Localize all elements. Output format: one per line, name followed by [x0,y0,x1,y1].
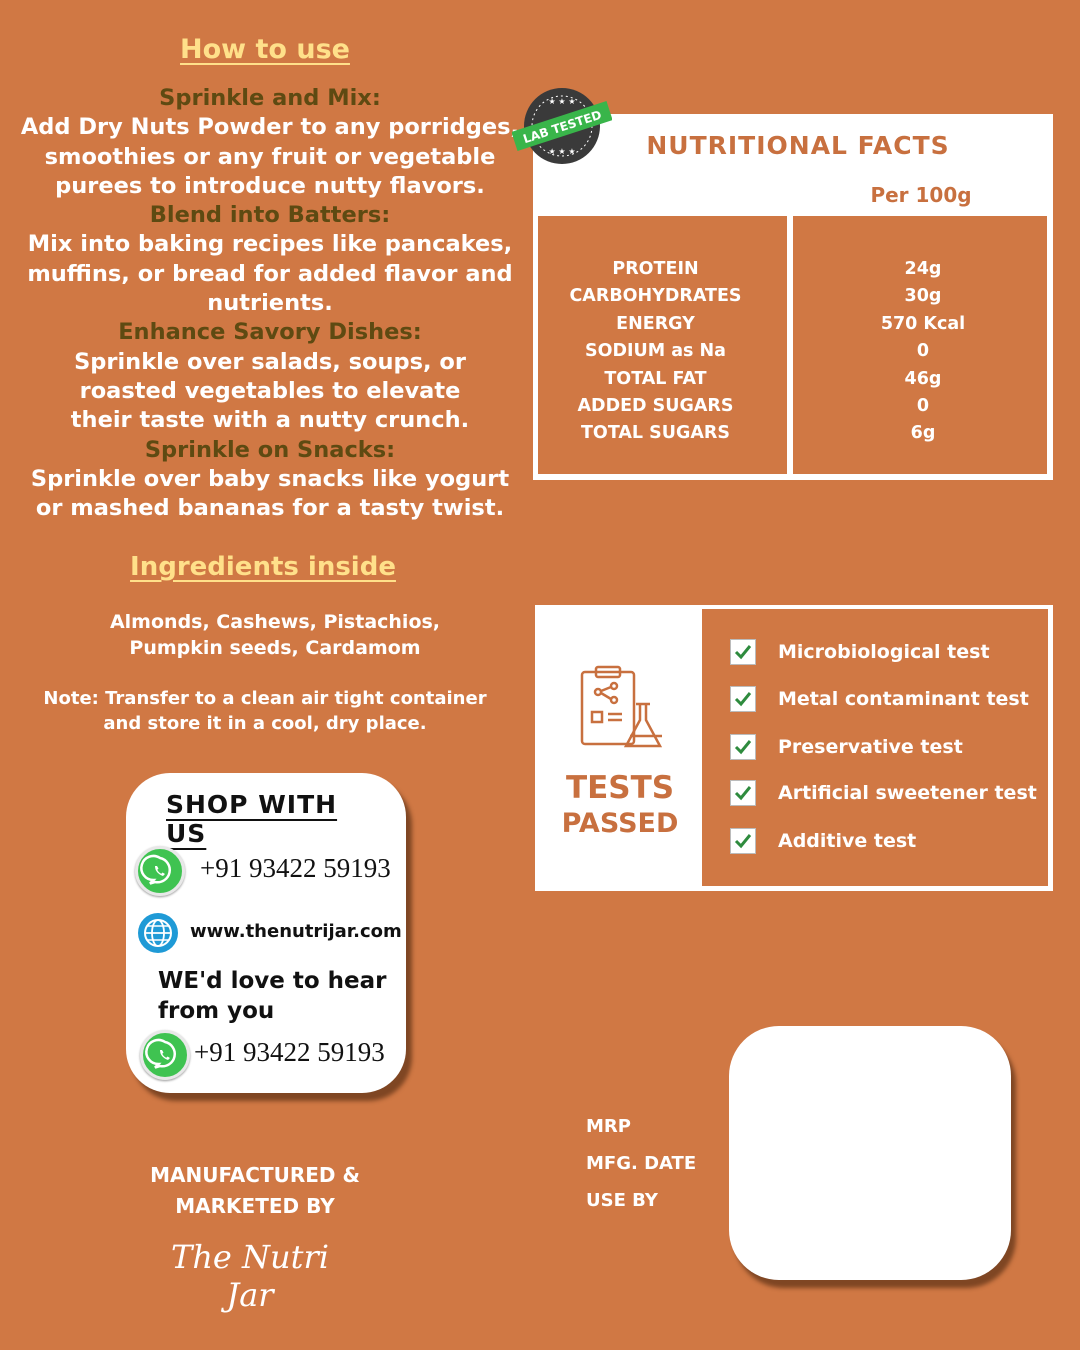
test-item [730,732,963,762]
mrp-label: MRP [586,1116,631,1137]
nutrient-value: 570 Kcal [880,313,966,334]
feedback-line: WE'd love to hear [158,968,387,994]
how-to-use-instructions [20,84,520,523]
section-heading: Sprinkle on Snacks: [144,436,396,463]
instruction-line: muffins, or bread for added flavor and [27,260,513,287]
test-item [730,826,916,856]
tests-passed-title [540,770,700,842]
test-label: Additive test [778,830,917,852]
feedback-phone[interactable]: +91 93422 59193 [194,1037,385,1067]
storage-note [20,686,510,736]
note-line: and store it in a cool, dry place. [103,713,427,734]
section-heading: Enhance Savory Dishes: [118,319,422,346]
globe-icon[interactable] [138,913,178,953]
tests-title-line: TESTS [565,770,675,806]
brand-logo: The Nutri Jar [170,1238,330,1314]
shop-title: SHOP WITH US [166,790,338,848]
instruction-line: their taste with a nutty crunch. [70,407,470,434]
test-label: Metal contaminant test [778,688,1029,710]
instruction-line: Sprinkle over baby snacks like yogurt [30,465,510,492]
nutrient-label: TOTAL FAT [604,368,707,389]
svg-text:★ ★ ★: ★ ★ ★ [548,97,576,106]
instruction-line: Mix into baking recipes like pancakes, [27,231,513,258]
test-label: Microbiological test [778,641,990,663]
instruction-line: nutrients. [207,290,333,317]
nutrient-value: 6g [910,423,936,444]
check-icon [730,686,756,712]
check-icon [730,780,756,806]
instruction-line: Sprinkle over salads, soups, or [74,348,466,375]
test-item [730,684,1029,714]
nutrient-value: 46g [904,368,942,389]
ingredients-line: Pumpkin seeds, Cardamom [129,637,421,659]
nutrient-value: 30g [904,286,942,307]
instruction-line: roasted vegetables to elevate [79,377,461,404]
nutrient-label: CARBOHYDRATES [569,286,742,307]
feedback-text [158,966,398,1026]
instruction-line: or mashed bananas for a tasty twist. [35,495,505,522]
manufactured-by [130,1160,380,1222]
ingredients-line: Almonds, Cashews, Pistachios, [109,611,441,633]
feedback-line: from you [158,998,275,1024]
test-item [730,637,990,667]
nutrient-label: TOTAL SUGARS [581,423,730,444]
price-sticker-area [729,1026,1011,1280]
instruction-line: purees to introduce nutty flavors. [55,172,485,199]
how-to-use-title: How to use [180,34,350,65]
test-item [730,778,1037,808]
section-heading: Blend into Batters: [149,202,391,229]
ingredients-list [40,609,510,661]
svg-text:★ ★ ★: ★ ★ ★ [548,147,576,156]
mfg-date-label: MFG. DATE [586,1153,697,1174]
check-icon [730,734,756,760]
nutrient-label: ENERGY [616,313,695,334]
test-label: Preservative test [778,736,963,758]
lab-clipboard-icon [578,664,670,756]
nutrient-value: 24g [904,259,942,279]
instruction-line: Add Dry Nuts Powder to any porridges, [20,114,520,141]
nutrition-title: NUTRITIONAL FACTS [646,131,950,160]
nutrient-labels [538,256,773,448]
marketed-line: MARKETED BY [175,1194,335,1218]
shop-phone[interactable]: +91 93422 59193 [200,853,391,883]
test-label: Artificial sweetener test [778,782,1037,804]
ingredients-title: Ingredients inside [130,552,396,582]
badge-text: LAB TESTED [521,107,604,147]
manufactured-line: MANUFACTURED & [150,1163,360,1187]
section-heading: Sprinkle and Mix: [159,85,381,111]
note-line: Note: Transfer to a clean air tight container [43,688,487,709]
nutrient-label: SODIUM as Na [584,341,726,362]
website-link[interactable]: www.thenutrijar.com [190,921,402,942]
nutrient-label: ADDED SUGARS [577,396,734,417]
pricing-labels [586,1108,696,1219]
nutrition-per: Per 100g [870,183,972,207]
nutrient-value: 0 [916,341,930,362]
nutrient-label: PROTEIN [612,259,699,279]
instruction-line: smoothies or any fruit or vegetable [44,143,496,170]
nutrient-value: 0 [916,396,930,417]
check-icon [730,828,756,854]
lab-tested-badge-icon [512,84,612,168]
check-icon [730,639,756,665]
whatsapp-icon[interactable] [135,846,185,896]
whatsapp-icon[interactable] [140,1030,190,1080]
passed-title-line: PASSED [561,808,679,839]
use-by-label: USE BY [586,1190,658,1211]
nutrient-values [793,256,1053,448]
